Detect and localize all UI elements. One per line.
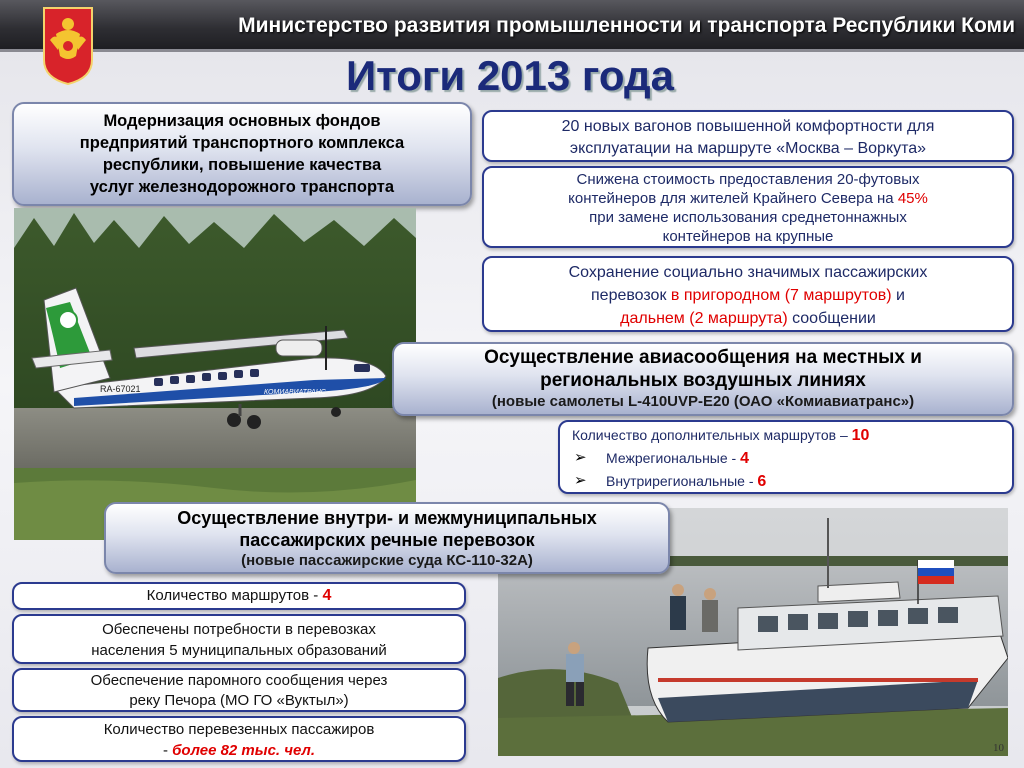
rail-heading-line: республики, повышение качества <box>102 156 382 174</box>
river-routes-box <box>12 582 466 610</box>
rail-heading-line: Модернизация основных фондов <box>103 112 381 130</box>
text-line <box>484 189 1012 208</box>
text-line: при замене использования среднетоннажных <box>589 209 907 226</box>
river-ferry-box <box>12 668 466 712</box>
text-span: и <box>891 287 905 304</box>
text-line: Обеспечены потребности в перевозках <box>102 621 376 638</box>
air-routes-box <box>558 420 1014 494</box>
river-heading-line: пассажирских речные перевозок <box>239 530 535 550</box>
routes-label: Количество маршрутов - <box>146 587 323 604</box>
item-label: Межрегиональные - <box>606 450 741 466</box>
text-line: Сохранение социально значимых пассажирских <box>568 264 928 281</box>
text-line <box>14 740 464 761</box>
routes-label: Количество дополнительных маршрутов – <box>572 427 852 443</box>
plane-registration: RA-67021 <box>100 384 141 394</box>
text-line: населения 5 муниципальных образований <box>91 642 387 659</box>
river-needs-box <box>12 614 466 664</box>
arrow-bullet-icon: ➢ <box>574 449 587 466</box>
text-span: контейнеров для жителей Крайнего Севера на <box>568 190 898 207</box>
rail-heading-line: предприятий транспортного комплекса <box>79 134 405 152</box>
highlight-value: 45% <box>897 190 928 207</box>
text-span: перевозок <box>591 287 671 304</box>
passengers-value: более 82 тыс. чел. <box>172 742 316 759</box>
text-span: сообщении <box>787 310 876 327</box>
river-heading <box>104 502 670 574</box>
text-line: Снижена стоимость предоставления 20-футовых <box>576 171 920 188</box>
highlight-value: в пригородном (7 маршрутов) <box>670 287 892 304</box>
plane-brand: КОМИАВИАТРАНС <box>264 389 326 396</box>
airplane-photo <box>14 208 416 540</box>
rail-heading-line: услуг железнодорожного транспорта <box>89 178 395 196</box>
routes-value: 10 <box>851 427 870 444</box>
text-line: эксплуатации на маршруте «Москва – Воркута» <box>569 140 927 157</box>
item-value: 6 <box>757 473 767 490</box>
air-heading <box>392 342 1014 416</box>
air-heading-line: региональных воздушных линиях <box>540 370 866 391</box>
text-line: контейнеров на крупные <box>662 228 834 245</box>
river-passengers-box <box>12 716 466 762</box>
rail-wagons-box <box>482 110 1014 162</box>
river-heading-line: Осуществление внутри- и межмуниципальных <box>177 508 597 528</box>
air-heading-line: Осуществление авиасообщения на местных и <box>484 347 922 368</box>
komi-coat-of-arms-icon <box>42 6 94 86</box>
text-line <box>484 284 1012 307</box>
list-item <box>560 470 1012 493</box>
text-line: реку Печора (МО ГО «Вуктыл») <box>129 692 349 709</box>
rail-heading <box>12 102 472 206</box>
item-label: Внутрирегиональные - <box>606 473 758 489</box>
air-heading-sub: (новые самолеты L-410UVP-E20 (ОАО «Комиавиатранс») <box>491 393 915 410</box>
arrow-bullet-icon: ➢ <box>574 472 587 489</box>
routes-list <box>560 447 1012 493</box>
text-line: Количество перевезенных пассажиров <box>103 721 375 738</box>
text-line: Обеспечение паромного сообщения через <box>90 672 388 689</box>
routes-value: 4 <box>322 587 332 604</box>
text-line: 20 новых вагонов повышенной комфортности для <box>561 118 935 135</box>
rail-passenger-box <box>482 256 1014 332</box>
ministry-name: Министерство развития промышленности и транспорта Республики Коми <box>238 14 1015 37</box>
text-line <box>484 307 1012 330</box>
list-item <box>560 447 1012 470</box>
river-heading-sub: (новые пассажирские суда КС-110-32А) <box>241 552 533 569</box>
text-span: - <box>162 742 173 759</box>
page-number: 10 <box>993 742 1004 754</box>
routes-total <box>560 424 1012 447</box>
item-value: 4 <box>740 450 750 467</box>
highlight-value: дальнем (2 маршрута) <box>620 310 788 327</box>
page-title: Итоги 2013 года <box>345 52 674 99</box>
rail-containers-box <box>482 166 1014 248</box>
